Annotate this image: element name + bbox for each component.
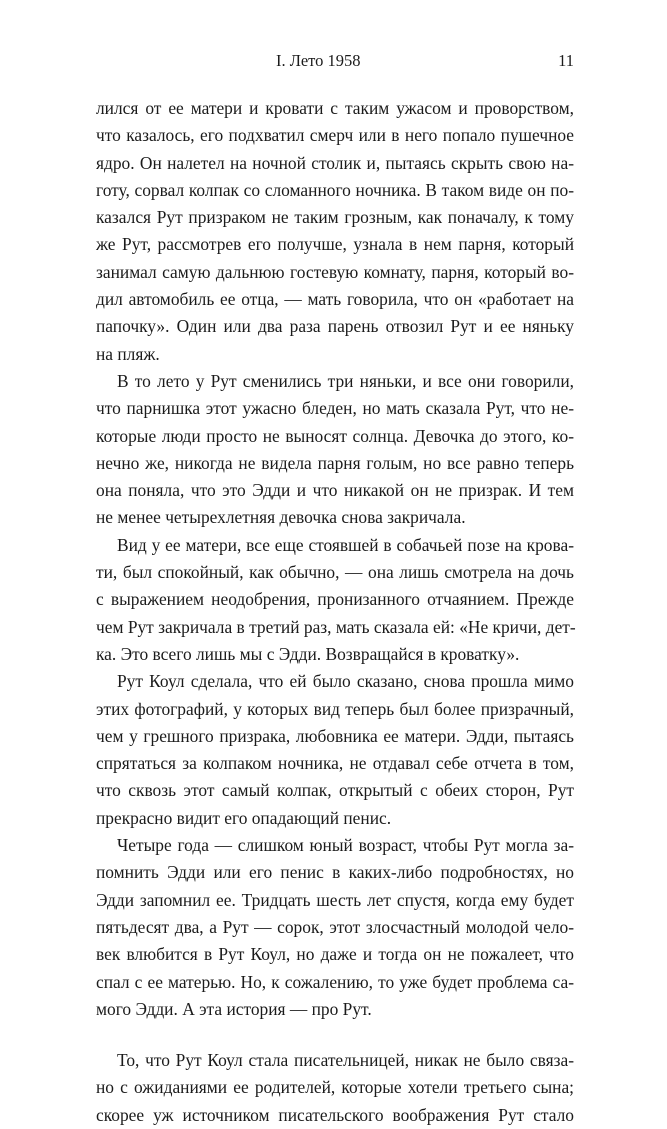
page-number: 11	[558, 51, 574, 70]
text-line: что парнишка этот ужасно бледен, но мать сказала Рут, что не-	[96, 398, 574, 419]
text-line: дил автомобиль ее отца, — мать говорила, что он «работает на	[96, 289, 574, 310]
text-line: мого Эдди. А эта история — про Рут.	[96, 998, 372, 1019]
text-line: Рут Коул сделала, что ей было сказано, снова прошла мимо	[117, 671, 574, 692]
text-line: То, что Рут Коул стала писательницей, никак не было связа-	[117, 1050, 574, 1071]
text-line: папочку». Один или два раза парень отвозил Рут и ее няньку	[96, 316, 574, 337]
text-line: В то лето у Рут сменились три няньки, и все они говорили,	[117, 370, 574, 391]
text-line: Четыре года — слишком юный возраст, чтобы Рут могла за-	[117, 835, 574, 856]
running-header	[96, 48, 574, 74]
text-line: она поняла, что это Эдди и что никакой он не призрак. И тем	[96, 480, 574, 501]
text-line: которые люди просто не выносят солнца. Девочка до этого, ко-	[96, 425, 574, 446]
text-line: чем у грешного призрака, любовника ее матери. Эдди, пытаясь	[96, 725, 574, 746]
text-line: спрятаться за колпаком ночника, не отдавал себе отчета в том,	[96, 753, 574, 774]
text-line: но с ожиданиями ее родителей, которые хотели третьего сына;	[96, 1077, 574, 1098]
text-line: прекрасно видит его опадающий пенис.	[96, 807, 392, 828]
text-line: готу, сорвал колпак со сломанного ночника. В таком виде он по-	[96, 179, 574, 200]
text-line: ядро. Он налетел на ночной столик и, пытаясь скрыть свою на-	[96, 152, 574, 173]
text-line: пятьдесят два, а Рут — сорок, этот злосчастный молодой чело-	[96, 916, 574, 937]
text-line: Вид у ее матери, все еще стоявшей в собачьей позе на крова-	[117, 534, 574, 555]
text-line: Эдди запомнил ее. Тридцать шесть лет спустя, когда ему будет	[96, 889, 574, 910]
text-line: казался Рут призраком не таким грозным, как поначалу, к тому	[96, 207, 574, 228]
text-line: век влюбится в Рут Коул, но даже и тогда он не пожалеет, что	[96, 944, 574, 965]
text-line: ка. Это всего лишь мы с Эдди. Возвращайся в кроватку».	[96, 643, 520, 664]
text-line: же Рут, рассмотрев его получше, узнала в нем парня, который	[96, 234, 574, 255]
text-line: на пляж.	[96, 343, 160, 364]
text-line: занимал самую дальнюю гостевую комнату, парня, который во-	[96, 261, 574, 282]
text-line: этих фотографий, у которых вид теперь был более призрачный,	[96, 698, 574, 719]
text-line: что сквозь этот самый колпак, открытый с обеих сторон, Рут	[96, 780, 574, 801]
text-line: с выражением неодобрения, пронизанного отчаянием. Прежде	[96, 589, 574, 610]
text-line: спал с ее матерью. Но, к сожалению, то уже будет проблема са-	[96, 971, 574, 992]
text-line: нечно же, никогда не видела парня голым, но все равно теперь	[96, 452, 574, 473]
body-text	[96, 95, 574, 1129]
text-line: скорее уж источником писательского воображения Рут стало	[96, 1104, 574, 1125]
text-line: что казалось, его подхватил смерч или в него попало пушечное	[96, 125, 574, 146]
text-line: ти, был спокойный, как обычно, — она лишь смотрела на дочь	[96, 562, 574, 583]
section-break	[96, 1023, 574, 1047]
text-line: чем Рут закричала в третий раз, мать сказала ей: «Не кричи, дет-	[96, 616, 576, 637]
text-line: не менее четырехлетняя девочка снова закричала.	[96, 507, 466, 528]
text-line: лился от ее матери и кровати с таким ужасом и проворством,	[96, 98, 574, 118]
text-line: помнить Эдди или его пенис в каких-либо подробностях, но	[96, 862, 574, 883]
running-title: I. Лето 1958	[276, 51, 361, 70]
